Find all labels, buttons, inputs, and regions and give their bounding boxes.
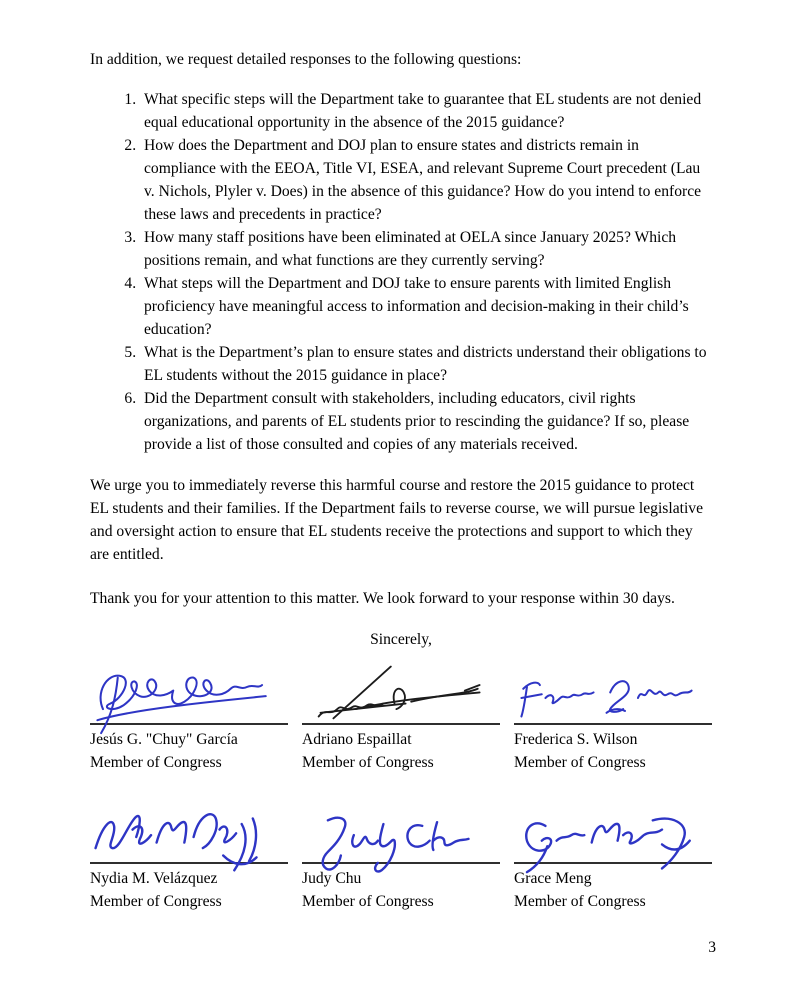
signature-block-chu: [302, 800, 500, 913]
signer-name: Frederica S. Wilson: [514, 731, 638, 748]
closing-paragraph-2: Thank you for your attention to this matter. We look forward to your response within 30 days.: [90, 590, 675, 607]
signature-row-1: [90, 661, 712, 774]
valediction: Sincerely,: [370, 631, 432, 648]
signer-title: Member of Congress: [514, 893, 646, 910]
signature-block-velazquez: [90, 800, 288, 913]
signature-line: [90, 723, 288, 725]
signature-line: [514, 723, 712, 725]
page-number: 3: [708, 939, 716, 956]
question-item-4: 4. What steps will the Department and DOJ take to ensure parents with limited English proficiency have meaningful access to information and decision-making in their child’s education?: [140, 272, 712, 341]
questions-list: [90, 88, 712, 456]
signature-line: [302, 862, 500, 864]
signer-name: Grace Meng: [514, 870, 592, 887]
signer-name: Judy Chu: [302, 870, 362, 887]
signature-block-meng: [514, 800, 712, 913]
question-item-5: 5. What is the Department’s plan to ensure states and districts understand their obligations to EL students without the 2015 guidance in place?: [140, 341, 712, 387]
signer-name: Adriano Espaillat: [302, 731, 412, 748]
signer-name: Nydia M. Velázquez: [90, 870, 218, 887]
signature-line: [514, 862, 712, 864]
signer-title: Member of Congress: [90, 754, 222, 771]
signer-title: Member of Congress: [90, 893, 222, 910]
question-item-3: 3. How many staff positions have been eliminated at OELA since January 2025? Which positions remain, and what functions are they currently serving?: [140, 226, 712, 272]
signer-name: Jesús G. "Chuy" García: [90, 731, 238, 748]
signer-title: Member of Congress: [302, 893, 434, 910]
question-item-2: 2. How does the Department and DOJ plan to ensure states and districts remain in compliance with the EEOA, Title VI, ESEA, and relevant Supreme Court precedent (Lau v. Nichols, Plyler v. Does) in the absence of this guidance? How do you intend to enforce these laws and precedents in practice?: [140, 134, 712, 226]
question-item-6: 6. Did the Department consult with stakeholders, including educators, civil rights organizations, and parents of EL students prior to rescinding the guidance? If so, please provide a list of those consulted and copies of any materials received.: [140, 387, 712, 456]
signature-line: [90, 862, 288, 864]
signature-block-wilson: [514, 661, 712, 774]
question-item-1: 1. What specific steps will the Department take to guarantee that EL students are not denied equal educational opportunity in the absence of the 2015 guidance?: [140, 88, 712, 134]
signature-line: [302, 723, 500, 725]
signer-title: Member of Congress: [302, 754, 434, 771]
signer-title: Member of Congress: [514, 754, 646, 771]
intro-paragraph: In addition, we request detailed responses to the following questions:: [90, 51, 522, 68]
closing-paragraph-1: We urge you to immediately reverse this harmful course and restore the 2015 guidance to protect EL students and their families. If the Department fails to reverse course, we will pursue legislative and oversight action to ensure that EL students receive the protections and support to which they are entitled.: [90, 477, 704, 563]
signature-block-garcia: [90, 661, 288, 774]
signature-row-2: [90, 800, 712, 913]
signature-block-espaillat: [302, 661, 500, 774]
